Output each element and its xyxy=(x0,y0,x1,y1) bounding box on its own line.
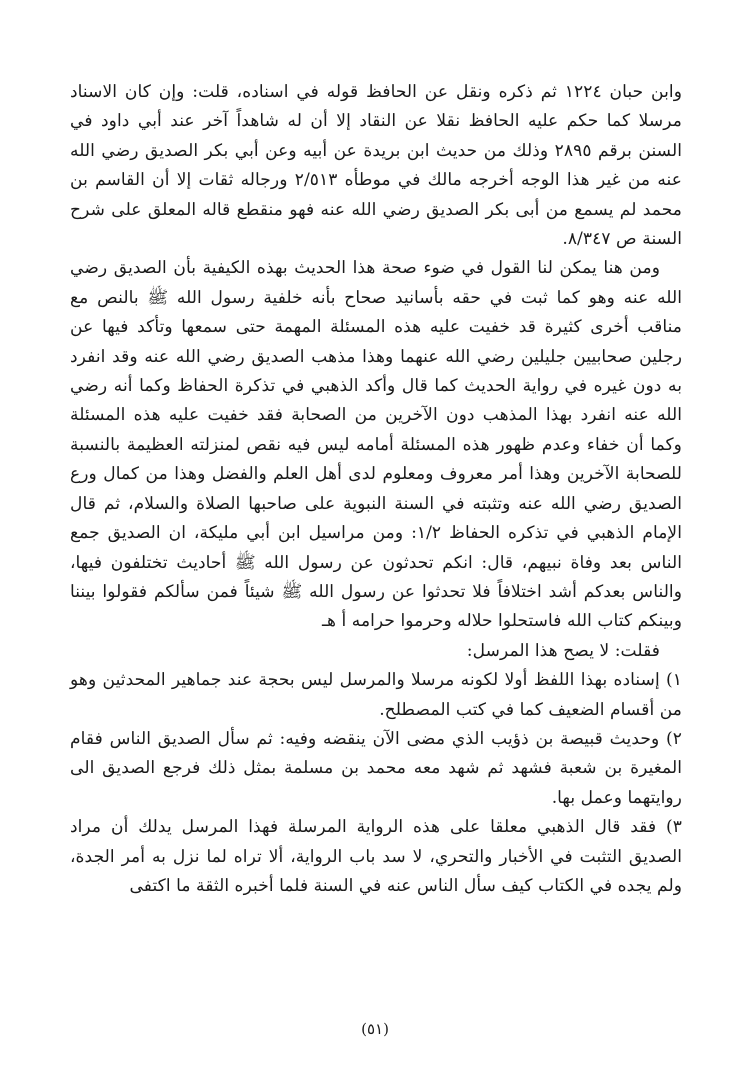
paragraph-siddiq-discussion: ومن هنا يمكن لنا القول في ضوء صحة هذا الحديث بهذه الكيفية بأن الصديق رضي الله عنه وهو كما ثبت في حقه بأسانيد صحاح بأنه خلفية رسول الله ﷺ بالنص مع مناقب أخرى كثيرة قد خفيت عليه هذه المسئلة المهمة حتى سمعها وتأكد فيها عن رجلين صحابيين جليلين رضي الله عنهما وهذا مذهب الصديق رضي الله عنه وقد انفرد به دون غيره في رواية الحديث كما قال وأكد الذهبي في تذكرة الحفاظ وكما أنه رضي الله عنه انفرد بهذا المذهب دون الآخرين من الصحابة فقد خفيت عليه هذه المسئلة وكما أن خفاء وعدم ظهور هذه المسئلة أمامه ليس فيه نقص لمنزلته العظيمة بالنسبة للصحابة الآخرين وهذا أمر معروف ومعلوم لدى أهل العلم والفضل وهذا من كمال ورع الصديق رضي الله عنه وتثبته في السنة النبوية على صاحبها الصلاة والسلام، ثم قال الإمام الذهبي في تذكره الحفاظ ١/٢: ومن مراسيل ابن أبي مليكة، ان الصديق جمع الناس بعد وفاة نبيهم، قال: انكم تحدثون عن رسول الله ﷺ أحاديث تختلفون فيها، والناس بعدكم أشد اختلافاً فلا تحدثوا عن رسول الله ﷺ شيئاً فمن سألكم فقولوا بيننا وبينكم كتاب الله فاستحلوا حلاله وحرموا حرامه أ هـ xyxy=(70,258,683,632)
paragraph-point-1: ١) إسناده بهذا اللفظ أولا لكونه مرسلا والمرسل ليس بحجة عند جماهير المحدثين وهو من أقسام الضعيف كما في كتب المصطلح. xyxy=(70,670,682,720)
paragraph-point-2: ٢) وحديث قبيصة بن ذؤيب الذي مضى الآن ينقضه وفيه: ثم سأل الصديق الناس فقام المغيرة بن شعبة فشهد ثم شهد معه محمد بن مسلمة بمثل ذلك فرجع الصديق الى روايتهما وعمل بها. xyxy=(70,728,682,808)
page-number: (٥١) xyxy=(361,1020,389,1038)
paragraph-point-3: ٣) فقد قال الذهبي معلقا على هذه الرواية المرسلة فهذا المرسل يدلك أن مراد الصديق التثبت في الأخبار والتحري، لا سد باب الرواية، ألا تراه لما نزل به أمر الجدة، ولم يجده في الكتاب كيف سأل الناس عنه في السنة فلما أخبره الثقة ما اكتفى xyxy=(70,817,682,896)
document-body xyxy=(70,78,682,901)
paragraph-mursal-statement: فقلت: لا يصح هذا المرسل: xyxy=(466,640,660,661)
paragraph-isnad-note: وابن حبان ١٢٢٤ ثم ذكره ونقل عن الحافظ قوله في اسناده، قلت: وإن كان الاسناد مرسلا كما حكم عليه الحافظ نقلا عن النقاد إلا أن له شاهداً آخر عند أبي داود في السنن برقم ٢٨٩٥ وذلك من حديث ابن بريدة عن أبيه وعن أبي بكر الصديق رضي الله عنه من غير هذا الوجه أخرجه مالك في موطأه ٢/٥١٣ ورجاله ثقات إلا أن القاسم بن محمد لم يسمع من أبى بكر الصديق رضي الله عنه فهو منقطع قاله المعلق على شرح السنة ص ٨/٣٤٧. xyxy=(70,82,683,250)
